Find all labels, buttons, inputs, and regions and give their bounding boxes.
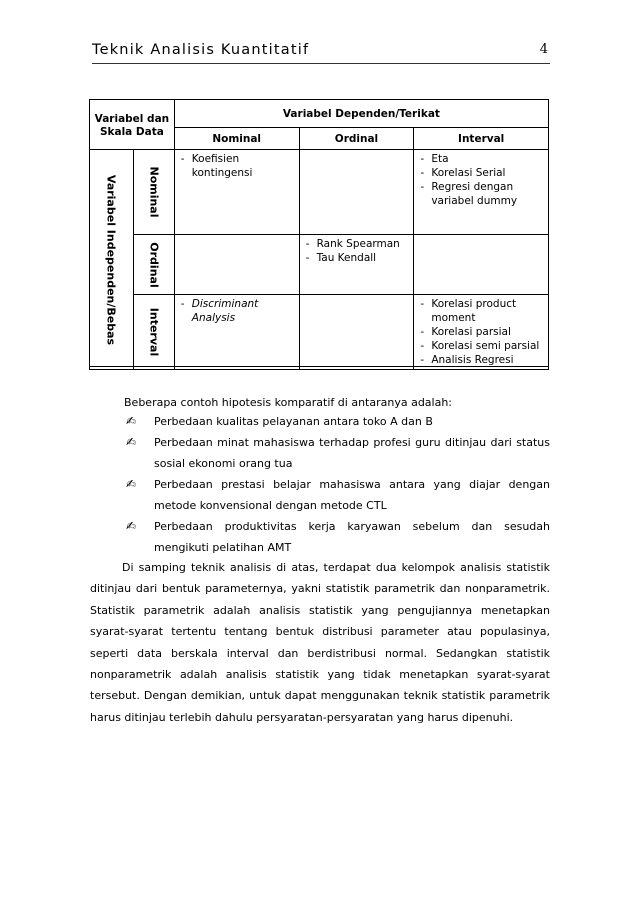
header-rule [92,63,550,64]
cell-interval-interval [414,295,549,370]
list-item [181,297,297,325]
list-item: - Korelasi product moment [420,297,546,325]
cell-nominal-nominal [174,150,299,235]
row-label-nominal [133,150,174,235]
writing-hand-icon: ✍ [126,477,137,491]
row-label-interval [133,295,174,370]
cell-interval-nominal [174,295,299,370]
dependent-header: Variabel Dependen/Terikat [174,100,548,128]
list-item: - Korelasi parsial [420,325,546,339]
list-item-text: Perbedaan kualitas pelayanan antara toko A dan B [154,415,433,428]
list-item: - Rank Spearman [306,237,412,251]
cell-nominal-ordinal [299,150,414,235]
row-label-ordinal [133,235,174,295]
list-item [124,432,550,474]
cell-nominal-interval [414,150,549,235]
column-header-nominal: Nominal [174,128,299,150]
list-item [124,474,550,516]
cell-ordinal-interval [414,235,549,295]
lead-sentence: Beberapa contoh hipotesis komparatif di antaranya adalah: [124,396,453,409]
list-item-text: Perbedaan prestasi belajar mahasiswa antara yang diajar dengan metode konvensional dengan metode CTL [154,478,550,512]
column-header-ordinal: Ordinal [299,128,414,150]
writing-hand-icon: ✍ [126,414,137,428]
list-item: - Korelasi Serial [420,166,546,180]
list-item-text: Perbedaan produktivitas kerja karyawan sebelum dan sesudah mengikuti pelatihan AMT [154,520,550,554]
header-title: Teknik Analisis Kuantitatif [92,42,310,58]
table-bottom-rule [89,366,549,367]
column-header-interval: Interval [414,128,549,150]
body-paragraph: Di samping teknik analisis di atas, terdapat dua kelompok analisis statistik ditinjau dari bentuk parameternya, yakni statistik parametrik dan nonparametrik. Statistik parametrik adalah analisis statistik yang pengujiannya menetapkan syarat-syarat tertentu tentang bentuk distribusi parameter atau populasinya, seperti data berskala interval dan berdistribusi normal. Sedangkan statistik nonparametrik adalah analisis statistik yang tidak menetapkan syarat-syarat tersebut. Dengan demikian, untuk dapat menggunakan teknik statistik parametrik harus ditinjau terlebih dahulu persyaratan-persyaratan yang harus dipenuhi. [90,561,550,724]
list-item: - Tau Kendall [306,251,412,265]
cell-ordinal-ordinal [299,235,414,295]
page-header [92,42,550,64]
list-item: - Eta [420,152,546,166]
list-item: - Korelasi semi parsial [420,339,546,353]
list-item: - Koefisien kontingensi [181,152,297,180]
row-label-ordinal-text: Ordinal [147,241,161,288]
hypothesis-list [124,411,550,558]
independent-header [90,150,134,370]
list-item [124,516,550,558]
statistics-table [89,99,549,370]
row-label-interval-text: Interval [147,307,161,357]
writing-hand-icon: ✍ [126,519,137,533]
list-item: - Regresi dengan variabel dummy [420,180,546,208]
corner-label: Variabel dan Skala Data [90,100,175,150]
page-number: 4 [539,42,548,57]
row-label-nominal-text: Nominal [147,166,161,218]
list-item [124,411,550,432]
list-item-text: Discriminant Analysis [191,298,259,324]
list-item: - Analisis Regresi [420,353,546,367]
cell-interval-ordinal [299,295,414,370]
independent-header-text: Variabel Independen/Bebas [104,174,118,345]
writing-hand-icon: ✍ [126,435,137,449]
list-item-text: Perbedaan minat mahasiswa terhadap profesi guru ditinjau dari status sosial ekonomi orang tua [154,436,550,470]
cell-ordinal-nominal [174,235,299,295]
